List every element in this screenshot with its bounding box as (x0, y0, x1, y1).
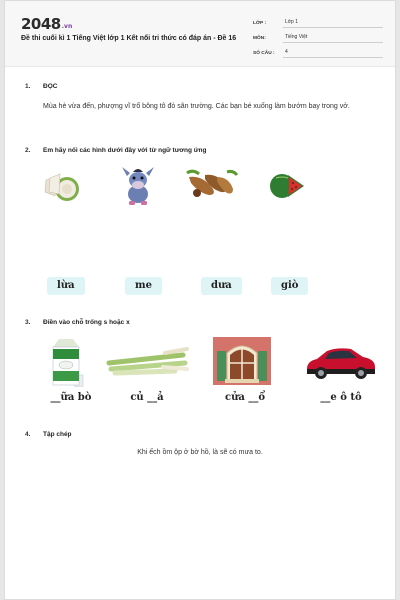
section-2-heading: Em hãy nối các hình dưới đây với từ ngữ tương ứng (43, 147, 207, 154)
meta-row-class (253, 15, 383, 28)
meta-row-count (253, 45, 383, 58)
worksheet-header (5, 1, 395, 67)
reading-passage: Mùa hè vừa đến, phượng vĩ trổ bông tô đỏ sân trường. Các bạn bé xuống làm bướm bay trong vở. (43, 103, 350, 110)
document-title: Đề thi cuối kì 1 Tiếng Việt lớp 1 Kết nối tri thức có đáp án - Đề 16 (21, 35, 237, 42)
red-car-icon (303, 345, 377, 381)
meta-panel (253, 15, 383, 60)
site-logo[interactable]: 2048.vn (21, 15, 73, 33)
meta-value-count: 4 (283, 49, 383, 58)
fill-blank-4[interactable]: __e ô tô (320, 392, 362, 403)
milk-carton-icon (49, 337, 85, 387)
meta-key-subject: MÔN: (253, 36, 266, 41)
word-card-3[interactable]: dưa (201, 277, 242, 295)
word-card-1[interactable]: lừa (47, 277, 85, 295)
section-2-number: 2. (25, 147, 31, 154)
watermelon-icon (268, 172, 306, 200)
word-card-2[interactable]: me (125, 277, 162, 295)
donkey-icon (121, 164, 155, 206)
meta-value-subject: Tiếng Việt (283, 34, 383, 43)
section-4-heading: Tập chép (43, 431, 72, 438)
section-4-number: 4. (25, 431, 31, 438)
meta-key-class: LỚP : (253, 21, 267, 26)
fill-blank-2[interactable]: củ __ả (130, 392, 164, 403)
section-1-heading: ĐỌC (43, 83, 58, 90)
section-3-heading: Điền vào chỗ trống s hoặc x (43, 319, 130, 326)
word-card-4[interactable]: giò (271, 277, 308, 295)
section-3-number: 3. (25, 319, 31, 326)
fill-blank-3[interactable]: cửa __ổ (225, 392, 265, 403)
fill-blank-1[interactable]: __ữa bò (50, 392, 92, 403)
tamarind-icon (183, 167, 239, 199)
meta-value-class: Lớp 1 (283, 19, 383, 28)
section-1-number: 1. (25, 83, 31, 90)
sliced-pork-roll-icon (43, 166, 83, 204)
worksheet (4, 0, 396, 600)
window-icon (213, 337, 271, 385)
meta-row-subject (253, 30, 383, 43)
lemongrass-icon (105, 343, 189, 379)
meta-key-count: SỐ CÂU : (253, 51, 275, 56)
copy-sentence: Khi ếch ồm ộp ở bờ hồ, là sẽ có mưa to. (137, 449, 263, 456)
